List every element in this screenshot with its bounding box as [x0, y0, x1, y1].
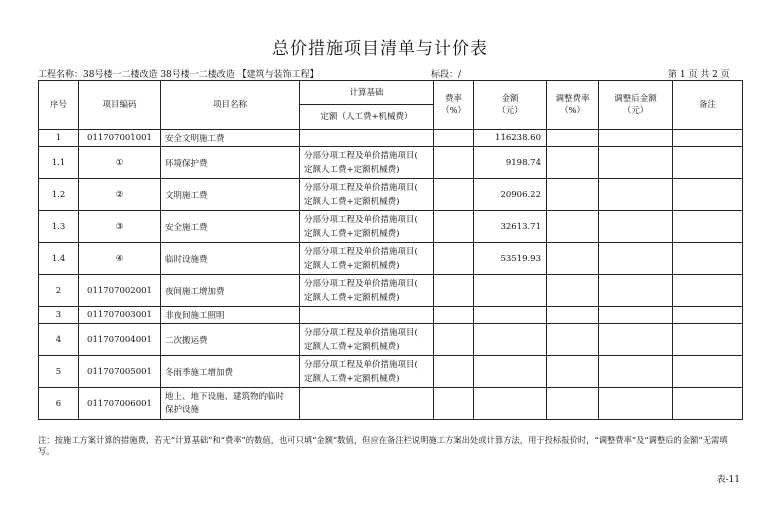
- pricing-table: [38, 80, 743, 420]
- table-row: 1.2 ② 文明施工费 分部分项工程及单价措施项目( 定额人工费+定额机械费) 20906.22: [39, 179, 743, 211]
- project-name: 工程名称：38号楼一二楼改造 38号楼一二楼改造 【建筑与装饰工程】: [38, 70, 319, 80]
- page-info: 第 1 页 共 2 页: [668, 70, 730, 80]
- table-row: 1.3 ③ 安全施工费 分部分项工程及单价措施项目( 定额人工费+定额机械费) 32613.71: [39, 211, 743, 243]
- header-adj-rate: 调整费率 （%）: [547, 81, 599, 130]
- header-remark: 备注: [673, 81, 743, 130]
- table-row: 2 011707002001 夜间施工增加费 分部分项工程及单价措施项目( 定额人工费+定额机械费): [39, 275, 743, 307]
- header-code: 项目编码: [79, 81, 161, 130]
- table-row: 6 011707006001 地上、地下设施、建筑物的临时 保护设施: [39, 388, 743, 420]
- table-row: 1.4 ④ 临时设施费 分部分项工程及单价措施项目( 定额人工费+定额机械费) 53519.93: [39, 243, 743, 275]
- header-name: 项目名称: [161, 81, 300, 130]
- section-label: 标段：/: [431, 70, 462, 80]
- header-basis-sub: 定额（人工费+机械费）: [300, 105, 434, 130]
- header-basis: 计算基础: [300, 81, 434, 105]
- page-title: 总价措施项目清单与计价表: [272, 39, 488, 59]
- page-label: 表-11: [716, 475, 740, 485]
- header-seq: 序号: [39, 81, 79, 130]
- table-row: 1.1 ① 环境保护费 分部分项工程及单价措施项目( 定额人工费+定额机械费) 9198.74: [39, 147, 743, 179]
- table-row: 3 011707003001 非夜间施工照明: [39, 307, 743, 324]
- header-amount: 金额 （元）: [474, 81, 547, 130]
- table-row: 1 011707001001 安全文明施工费 116238.60: [39, 130, 743, 147]
- table-row: 5 011707005001 冬雨季施工增加费 分部分项工程及单价措施项目( 定额人工费+定额机械费): [39, 356, 743, 388]
- footnote: 注：按施工方案计算的措施费，若无“计算基础”和“费率”的数值，也可只填“金额”数值，但应在备注栏说明施工方案出处或计算方法，用于投标报价时，“调整费率”及“调整后的金额”无需填写。: [38, 435, 728, 456]
- header-rate: 费率 （%）: [434, 81, 474, 130]
- table-row: 4 011707004001 二次搬运费 分部分项工程及单价措施项目( 定额人工费+定额机械费): [39, 324, 743, 356]
- header-adj-amount: 调整后金额 （元）: [599, 81, 673, 130]
